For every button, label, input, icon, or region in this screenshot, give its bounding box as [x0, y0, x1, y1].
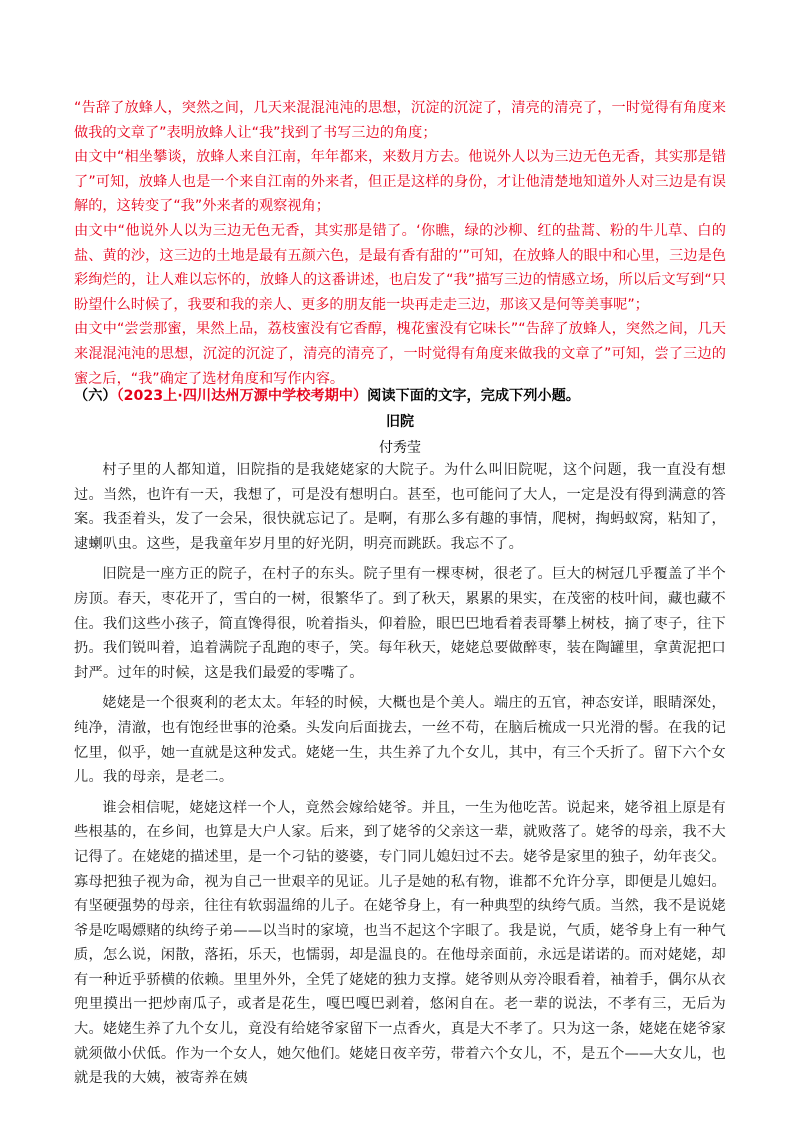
- question-source: （2023上·四川达州万源中学校考期中）: [116, 388, 368, 404]
- question-instruction: 阅读下面的文字，完成下列小题。: [367, 388, 580, 404]
- article-title: 旧院: [386, 414, 414, 430]
- article-paragraph: 旧院是一座方正的院子，在村子的东头。院子里有一棵枣树，很老了。巨大的树冠几乎覆盖了半个房顶。春天，枣花开了，雪白的一树，很繁华了。到了秋天，累累的果实，在茂密的枝叶间，藏也藏不住。我们这些小孩子，简直馋得很，吮着指头，仰着脸，眼巴巴地看着表哥攀上树枝，摘了枣子，往下扔。我们锐叫着，追着满院子乱跑的枣子，笑。每年秋天，姥姥总要做醉枣，装在陶罐里，拿黄泥把口封严。过年的时候，这是我们最爱的零嘴了。: [74, 566, 726, 681]
- answer-paragraph: “告辞了放蜂人，突然之间，几天来混混沌沌的思想，沉淀的沉淀了，清亮的清亮了，一时觉得有角度来做我的文章了”表明放蜂人让“我”找到了书写三边的角度；: [74, 100, 726, 141]
- article-paragraph: 谁会相信呢，姥姥这样一个人，竟然会嫁给姥爷。并且，一生为他吃苦。说起来，姥爷祖上原是有些根基的，在乡间，也算是大户人家。后来，到了姥爷的父亲这一辈，就败落了。姥爷的母亲，我不大记得了。在姥姥的描述里，是一个刁钻的婆婆，专门同儿媳妇过不去。姥爷是家里的独子，幼年丧父。寡母把独子视为命，视为自己一世艰辛的见证。儿子是她的私有物，谁都不允许分享，即便是儿媳妇。有坚硬强势的母亲，往往有软弱温绵的儿子。在姥爷身上，有一种典型的纨绔气质。当然，我不是说姥爷是吃喝嫖赌的纨绔子弟——以当时的家境，也当不起这个字眼了。我是说，气质，姥爷身上有一种气质，怎么说，闲散，落拓，乐天，也懦弱，却是温良的。在他母亲面前，永远是诺诺的。而对姥姥，却有一种近乎骄横的依赖。里里外外，全凭了姥姥的独力支撑。姥爷则从旁冷眼看着，袖着手，偶尔从衣兜里摸出一把炒南瓜子，或者是花生，嘎巴嘎巴剥着，悠闲自在。老一辈的说法，不孝有三，无后为大。姥姥生养了九个女儿，竟没有给姥爷家留下一点香火，真是大不孝了。只为这一条，姥姥在姥爷家就须做小伏低。作为一个女人，她欠他们。姥姥日夜辛劳，带着六个女儿，不，是五个——大女儿，也就是我的大姨，被寄养在姨: [74, 799, 726, 1087]
- answer-paragraph: 由文中“他说外人以为三边无色无香，其实那是错了。‘你瞧，绿的沙柳、红的盐蒿、粉的牛儿草、白的盐、黄的沙，这三边的土地是最有五颜六色，是最有香有甜的’”可知，在放蜂人的眼中和心里，三边是色彩绚烂的，让人难以忘怀的，放蜂人的这番讲述，也启发了“我”描写三边的情感立场，所以后文写到“只盼望什么时候了，我要和我的亲人、更多的朋友能一块再走走三边，那该又是何等美事呢”；: [74, 222, 726, 313]
- question-number: （六）: [74, 388, 117, 404]
- answer-analysis: [74, 96, 726, 391]
- article-paragraph: 姥姥是一个很爽利的老太太。年轻的时候，大概也是个美人。端庄的五官，神态安详，眼睛深处，纯净，清澈，也有饱经世事的沧桑。头发向后面拢去，一丝不苟，在脑后梳成一只光滑的髻。在我的记忆里，似乎，她一直就是这种发式。姥姥一生，共生养了九个女儿，其中，有三个夭折了。留下六个女儿。我的母亲，是老二。: [74, 695, 726, 786]
- article-author: 付秀莹: [379, 440, 421, 456]
- article-paragraph: 村子里的人都知道，旧院指的是我姥姥家的大院子。为什么叫旧院呢，这个问题，我一直没有想过。当然，也许有一天，我想了，可是没有想明白。甚至，也可能问了大人，一定是没有得到满意的答案。我歪着头，发了一会呆，很快就忘记了。是啊，有那么多有趣的事情，爬树，掏蚂蚁窝，粘知了，逮蝲叭虫。这些，是我童年岁月里的好光阴，明亮而跳跃。我忘不了。: [74, 462, 726, 552]
- answer-paragraph: 由文中“相坐攀谈，放蜂人来自江南，年年都来，来数月方去。他说外人以为三边无色无香，其实那是错了”可知，放蜂人也是一个来自江南的外来者，但正是这样的身份，才让他清楚地知道外人对三边是有误解的，这转变了“我”外来者的观察视角；: [74, 149, 726, 215]
- answer-paragraph: 由文中“尝尝那蜜，果然上品，荔枝蜜没有它香醇，槐花蜜没有它味长”“告辞了放蜂人，突然之间，几天来混混沌沌的思想，沉淀的沉淀了，清亮的清亮了，一时觉得有角度来做我的文章了”可知，尝了三边的蜜之后，“我”确定了选材角度和写作内容。: [74, 321, 726, 387]
- article-body: [74, 458, 726, 1097]
- question-header: [74, 384, 726, 408]
